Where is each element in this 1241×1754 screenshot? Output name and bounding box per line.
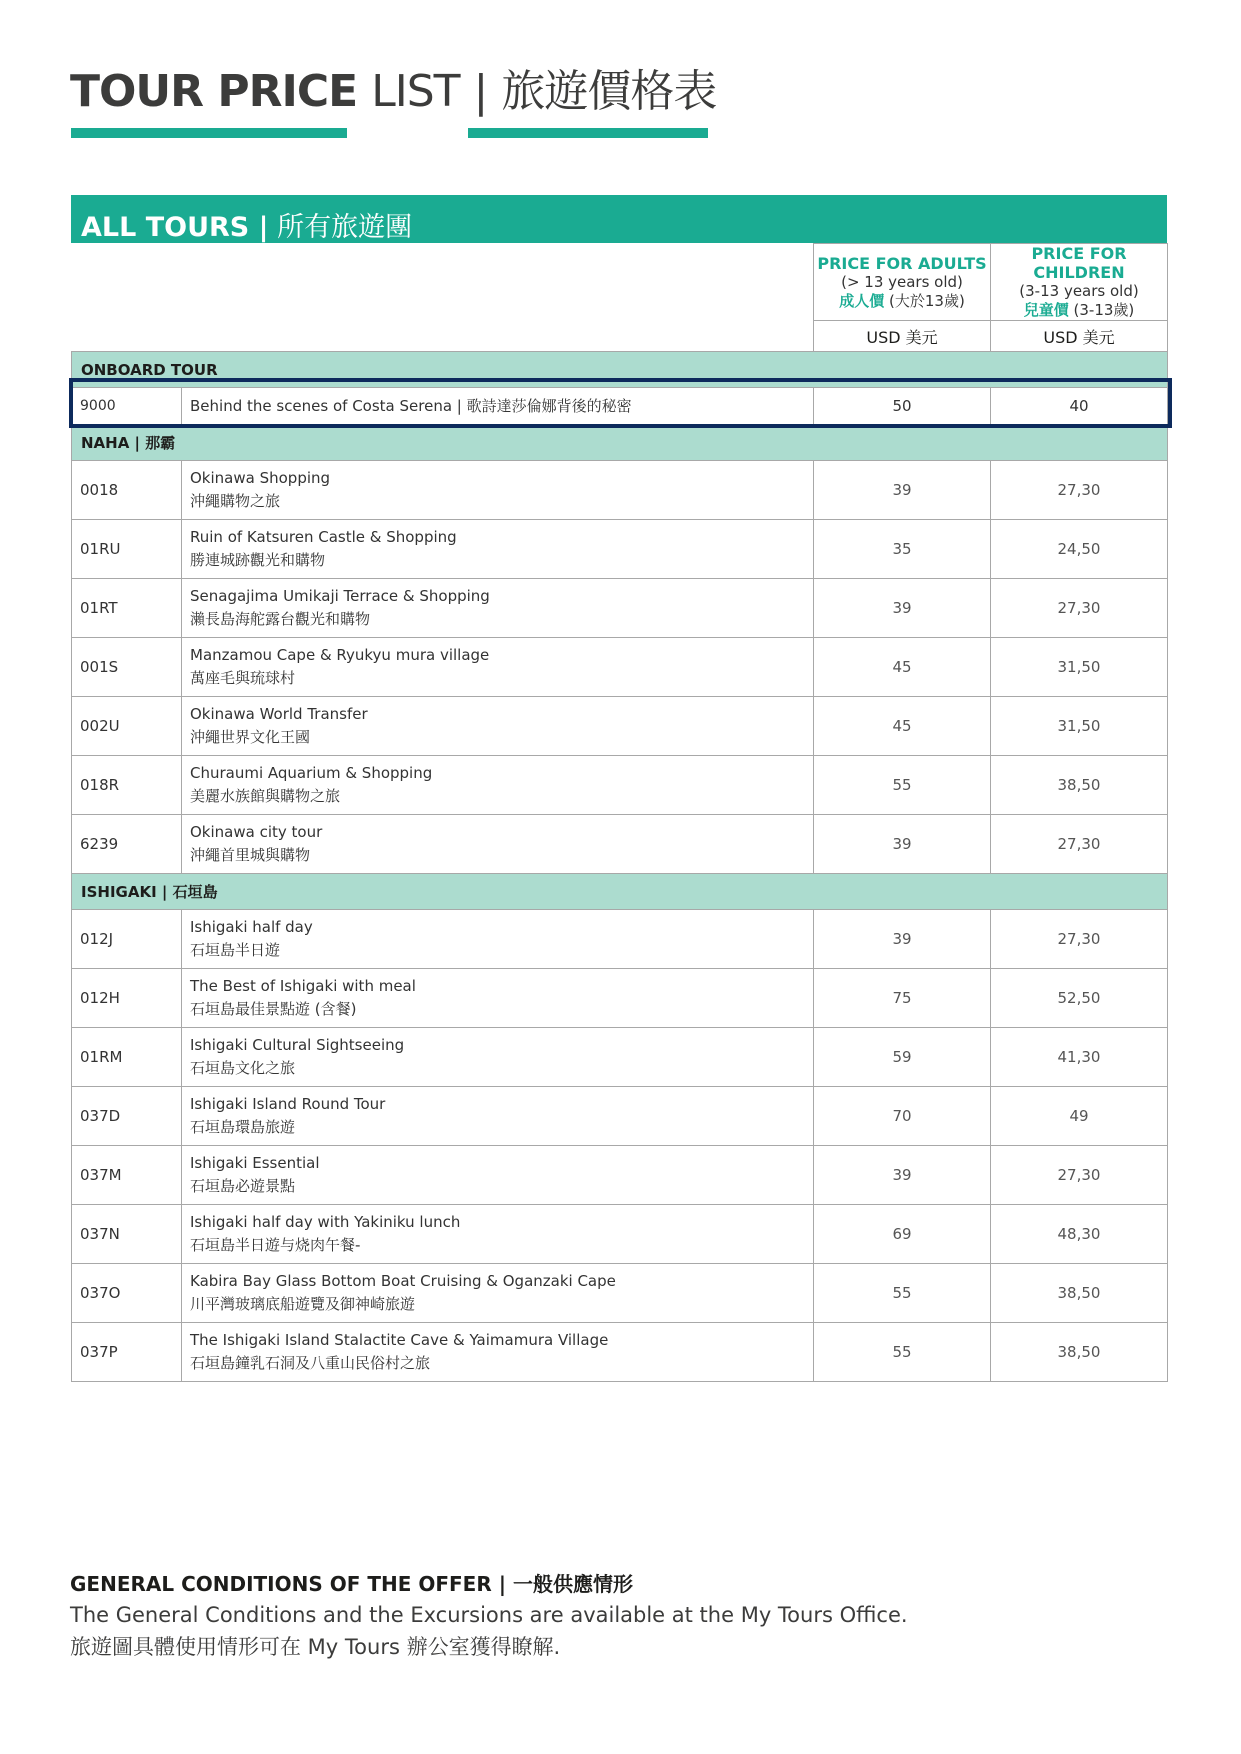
tour-code: 01RT — [72, 579, 182, 638]
tour-code: 012J — [72, 910, 182, 969]
title-light: LIST — [371, 66, 460, 117]
tour-code: 037D — [72, 1087, 182, 1146]
adult-price: 35 — [814, 520, 991, 579]
child-price: 38,50 — [991, 756, 1168, 815]
tour-code: 037O — [72, 1264, 182, 1323]
section-naha: NAHA | 那霸 — [72, 425, 1168, 461]
tour-name-en: Ishigaki half day — [190, 918, 313, 936]
table-row — [72, 815, 1168, 874]
tour-name-en: Ruin of Katsuren Castle & Shopping — [190, 528, 457, 546]
adults-currency: USD 美元 — [814, 321, 991, 352]
tour-name-zh: 沖繩世界文化王國 — [190, 728, 311, 746]
child-price: 38,50 — [991, 1264, 1168, 1323]
title-underline-zh — [468, 128, 708, 138]
tour-code: 6239 — [72, 815, 182, 874]
tour-code: 001S — [72, 638, 182, 697]
tour-name-en: Manzamou Cape & Ryukyu mura village — [190, 646, 490, 664]
child-price: 27,30 — [991, 1146, 1168, 1205]
adult-price: 70 — [814, 1087, 991, 1146]
child-price: 27,30 — [991, 815, 1168, 874]
child-price: 41,30 — [991, 1028, 1168, 1087]
child-price: 40 — [991, 388, 1168, 425]
tour-name — [182, 638, 814, 697]
all-tours-banner — [71, 195, 1167, 243]
tour-name-zh: 石垣島鐘乳石洞及八重山民俗村之旅 — [190, 1354, 431, 1372]
table-row — [72, 388, 1168, 425]
tour-name-zh: 勝連城跡觀光和購物 — [190, 551, 326, 569]
tour-name — [182, 1205, 814, 1264]
title-bold: TOUR PRICE — [70, 66, 358, 117]
tour-name — [182, 910, 814, 969]
table-row — [72, 579, 1168, 638]
tour-name — [182, 1087, 814, 1146]
table-row — [72, 1264, 1168, 1323]
tour-name-en: Ishigaki half day with Yakiniku lunch — [190, 1213, 461, 1231]
page-title — [70, 66, 717, 117]
child-price: 38,50 — [991, 1323, 1168, 1382]
header-row — [72, 244, 1168, 321]
tour-code: 0018 — [72, 461, 182, 520]
adult-price: 50 — [814, 388, 991, 425]
tour-name-en: Okinawa Shopping — [190, 469, 331, 487]
tour-code: 9000 — [72, 388, 182, 425]
adult-price: 59 — [814, 1028, 991, 1087]
table-row — [72, 697, 1168, 756]
child-price: 52,50 — [991, 969, 1168, 1028]
tour-name-en: The Best of Ishigaki with meal — [190, 977, 416, 995]
title-chinese: 旅遊價格表 — [501, 66, 717, 117]
adults-column-header: PRICE FOR ADULTS (> 13 years old) 成人價 (大於13歲) — [814, 244, 991, 321]
table-row — [72, 1028, 1168, 1087]
tour-name — [182, 579, 814, 638]
tour-name-zh: 石垣島半日遊 — [190, 941, 281, 959]
tour-name — [182, 461, 814, 520]
tour-name-en: Okinawa World Transfer — [190, 705, 368, 723]
table-row — [72, 1087, 1168, 1146]
tour-name-zh: 石垣島文化之旅 — [190, 1059, 296, 1077]
child-price: 31,50 — [991, 638, 1168, 697]
adult-price: 55 — [814, 1264, 991, 1323]
table-row — [72, 756, 1168, 815]
tour-name-zh: 萬座毛與琉球村 — [190, 669, 296, 687]
tour-name-zh: 美麗水族館與購物之旅 — [190, 787, 341, 805]
tour-name — [182, 1264, 814, 1323]
adult-price: 45 — [814, 697, 991, 756]
tour-name — [182, 520, 814, 579]
table-row — [72, 1205, 1168, 1264]
title-underline-en — [71, 128, 347, 138]
title-separator: | — [473, 66, 488, 117]
tour-code: 037P — [72, 1323, 182, 1382]
general-conditions — [70, 1568, 908, 1661]
tour-code: 037N — [72, 1205, 182, 1264]
adult-price: 55 — [814, 756, 991, 815]
adult-price: 69 — [814, 1205, 991, 1264]
tour-name-en: The Ishigaki Island Stalactite Cave & Yaimamura Village — [190, 1331, 609, 1349]
table-row — [72, 1323, 1168, 1382]
tour-code: 002U — [72, 697, 182, 756]
tour-name — [182, 1028, 814, 1087]
section-onboard: ONBOARD TOUR — [72, 352, 1168, 388]
adult-price: 39 — [814, 815, 991, 874]
banner-title-chinese: 所有旅遊團 — [277, 212, 413, 243]
adult-price: 39 — [814, 461, 991, 520]
table-row — [72, 461, 1168, 520]
adult-price: 39 — [814, 910, 991, 969]
adult-price: 45 — [814, 638, 991, 697]
table-row — [72, 638, 1168, 697]
naha-rows — [72, 461, 1168, 874]
conditions-text-zh: 旅遊圖具體使用情形可在 My Tours 辦公室獲得瞭解. — [70, 1635, 561, 1659]
tour-name-zh: 石垣島必遊景點 — [190, 1177, 296, 1195]
adult-price: 55 — [814, 1323, 991, 1382]
child-price: 27,30 — [991, 910, 1168, 969]
tour-name: Behind the scenes of Costa Serena | 歌詩達莎倫娜背後的秘密 — [182, 388, 814, 425]
adult-price: 39 — [814, 579, 991, 638]
table-row — [72, 969, 1168, 1028]
tour-name-zh: 瀨長島海舵露台觀光和購物 — [190, 610, 371, 628]
tour-name-zh: 石垣島最佳景點遊 (含餐) — [190, 1000, 357, 1018]
adult-price: 75 — [814, 969, 991, 1028]
tour-name-en: Ishigaki Essential — [190, 1154, 320, 1172]
tour-code: 01RM — [72, 1028, 182, 1087]
tour-name-en: Okinawa city tour — [190, 823, 323, 841]
table-row — [72, 520, 1168, 579]
tour-code: 01RU — [72, 520, 182, 579]
child-price: 49 — [991, 1087, 1168, 1146]
children-currency: USD 美元 — [991, 321, 1168, 352]
tour-name-zh: 沖繩首里城與購物 — [190, 846, 311, 864]
tour-name-en: Senagajima Umikaji Terrace & Shopping — [190, 587, 490, 605]
ishigaki-rows — [72, 910, 1168, 1382]
tour-name — [182, 815, 814, 874]
price-table — [71, 243, 1168, 1382]
tour-name — [182, 969, 814, 1028]
conditions-heading: GENERAL CONDITIONS OF THE OFFER | 一般供應情形 — [70, 1572, 633, 1596]
child-price: 48,30 — [991, 1205, 1168, 1264]
tour-name — [182, 756, 814, 815]
tour-name — [182, 1323, 814, 1382]
tour-code: 012H — [72, 969, 182, 1028]
tour-name-en: Churaumi Aquarium & Shopping — [190, 764, 433, 782]
tour-name-zh: 沖繩購物之旅 — [190, 492, 281, 510]
tour-name-en: Ishigaki Island Round Tour — [190, 1095, 386, 1113]
tour-name-en: Kabira Bay Glass Bottom Boat Cruising & Oganzaki Cape — [190, 1272, 616, 1290]
tour-name — [182, 697, 814, 756]
children-column-header: PRICE FOR CHILDREN (3-13 years old) 兒童價 (3-13歲) — [991, 244, 1168, 321]
tour-name-zh: 石垣島半日遊与烧肉午餐- — [190, 1236, 361, 1254]
conditions-text-en: The General Conditions and the Excursions are available at the My Tours Office. — [70, 1603, 908, 1627]
tour-code: 018R — [72, 756, 182, 815]
tour-name-zh: 石垣島環島旅遊 — [190, 1118, 296, 1136]
child-price: 31,50 — [991, 697, 1168, 756]
child-price: 27,30 — [991, 461, 1168, 520]
tour-name-en: Ishigaki Cultural Sightseeing — [190, 1036, 405, 1054]
tour-code: 037M — [72, 1146, 182, 1205]
tour-name — [182, 1146, 814, 1205]
banner-title: ALL TOURS | — [81, 212, 269, 243]
table-row — [72, 1146, 1168, 1205]
table-row — [72, 910, 1168, 969]
section-ishigaki: ISHIGAKI | 石垣島 — [72, 874, 1168, 910]
tour-name-zh: 川平灣玻璃底船遊覽及御神崎旅遊 — [190, 1295, 416, 1313]
child-price: 24,50 — [991, 520, 1168, 579]
adult-price: 39 — [814, 1146, 991, 1205]
child-price: 27,30 — [991, 579, 1168, 638]
